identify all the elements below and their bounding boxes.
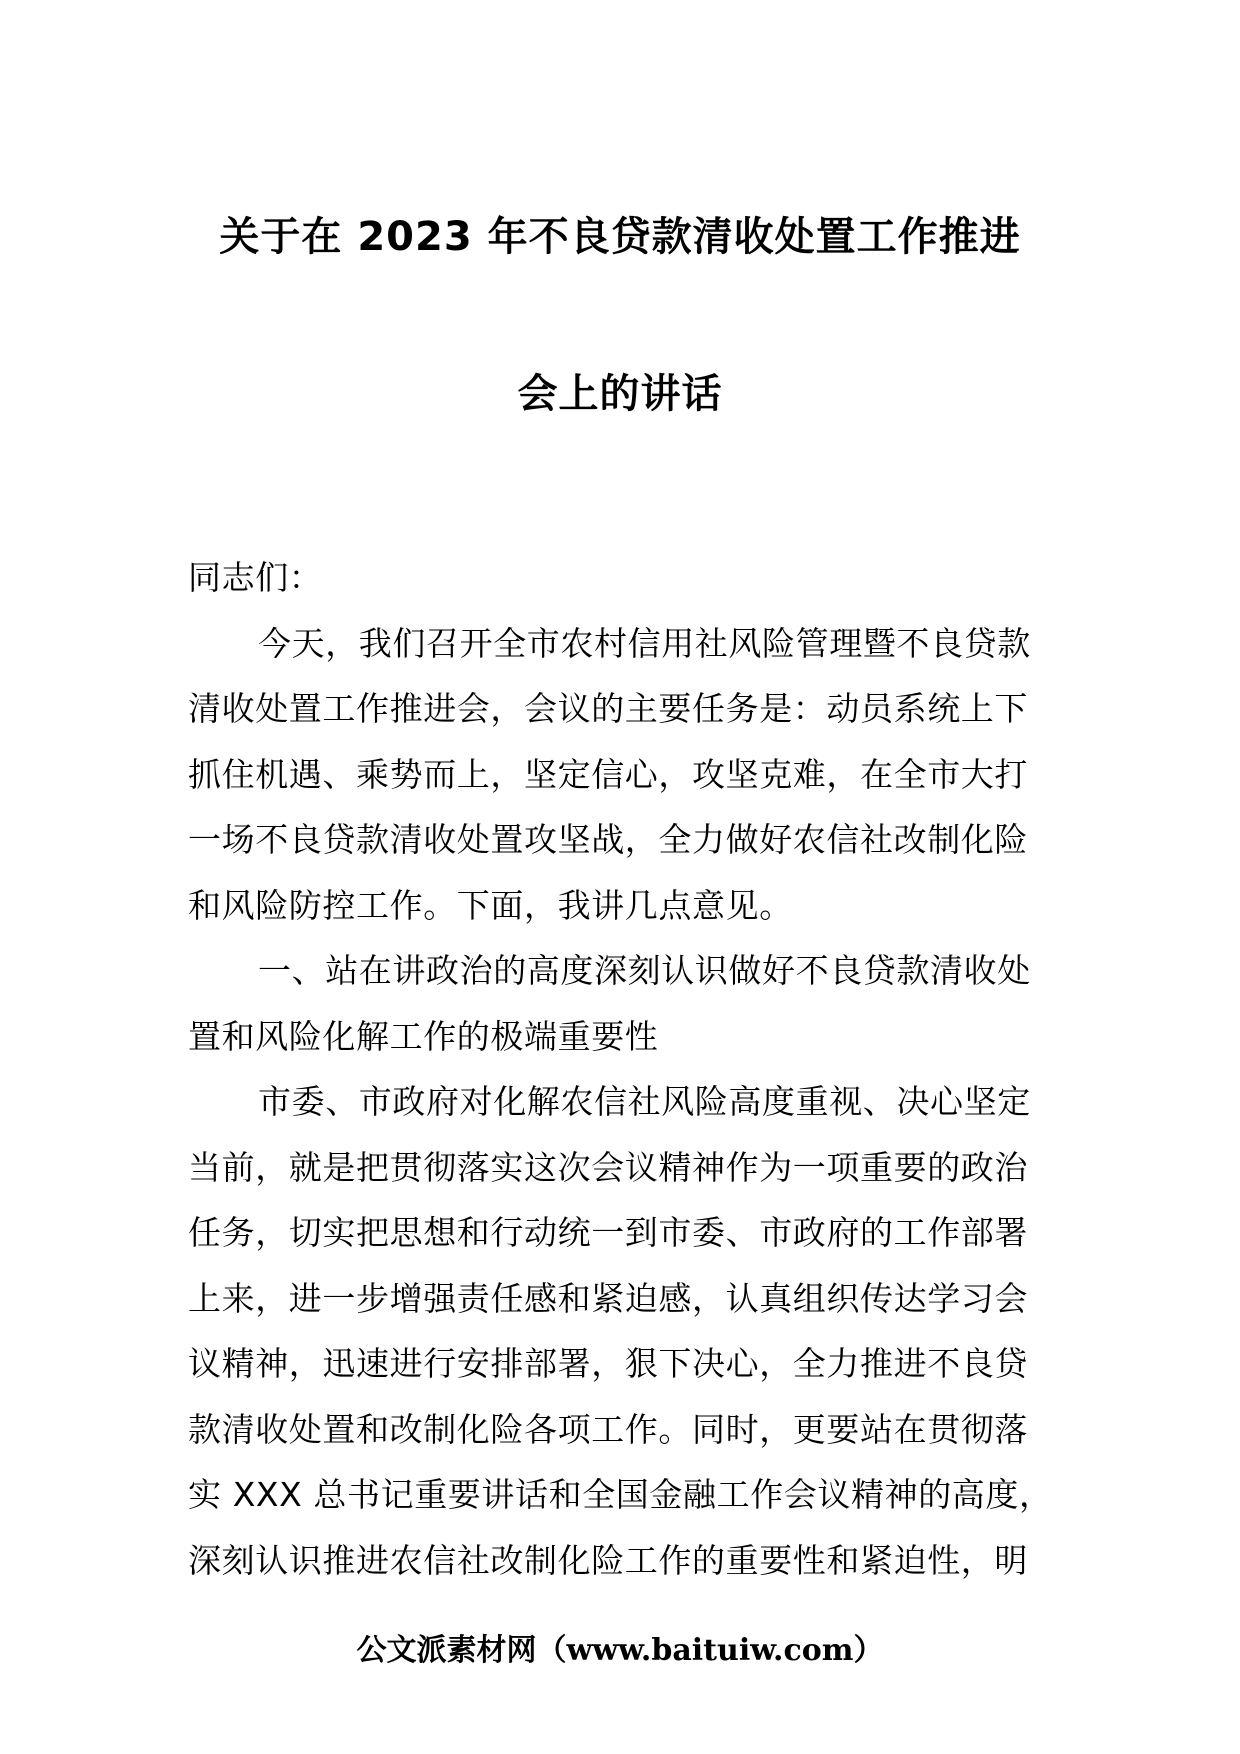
salutation: 同志们： (188, 558, 323, 597)
document-title-line-2: 会上的讲话 (517, 371, 723, 417)
paragraph-line: 一场不良贷款清收处置攻坚战，全力做好农信社改制化险 (188, 820, 1028, 859)
document-body (188, 545, 1058, 1593)
footer-watermark-text: 公文派素材网（www.baituiw.com） (356, 1633, 884, 1668)
paragraph-line: 议精神，迅速进行安排部署，狠下决心，全力推进不良贷 (188, 1344, 1028, 1383)
paragraph-line: 清收处置工作推进会，会议的主要任务是：动员系统上下 (188, 689, 1028, 728)
paragraph-line: 市委、市政府对化解农信社风险高度重视、决心坚定 (258, 1082, 1031, 1121)
document-title-line-1: 关于在 2023 年不良贷款清收处置工作推进 (219, 214, 1021, 260)
paragraph-line: 深刻认识推进农信社改制化险工作的重要性和紧迫性，明 (188, 1540, 1028, 1580)
paragraph-line: 当前，就是把贯彻落实这次会议精神作为一项重要的政治 (188, 1147, 1028, 1187)
section-heading-line: 置和风险化解工作的极端重要性 (188, 1016, 659, 1056)
paragraph-line: 款清收处置和改制化险各项工作。同时，更要站在贯彻落 (188, 1409, 1028, 1449)
paragraph-line: 上来，进一步增强责任感和紧迫感，认真组织传达学习会 (188, 1278, 1028, 1318)
paragraph-line: 今天，我们召开全市农村信用社风险管理暨不良贷款 (258, 623, 1031, 663)
paragraph-line: 任务，切实把思想和行动统一到市委、市政府的工作部署 (188, 1213, 1028, 1252)
paragraph-line: 实 XXX 总书记重要讲话和全国金融工作会议精神的高度， (188, 1475, 1053, 1514)
paragraph-line: 和风险防控工作。下面，我讲几点意见。 (188, 885, 793, 925)
paragraph-line: 抓住机遇、乘势而上，坚定信心，攻坚克难，在全市大打 (188, 754, 1028, 794)
section-heading-line: 一、站在讲政治的高度深刻认识做好不良贷款清收处 (258, 951, 1031, 990)
